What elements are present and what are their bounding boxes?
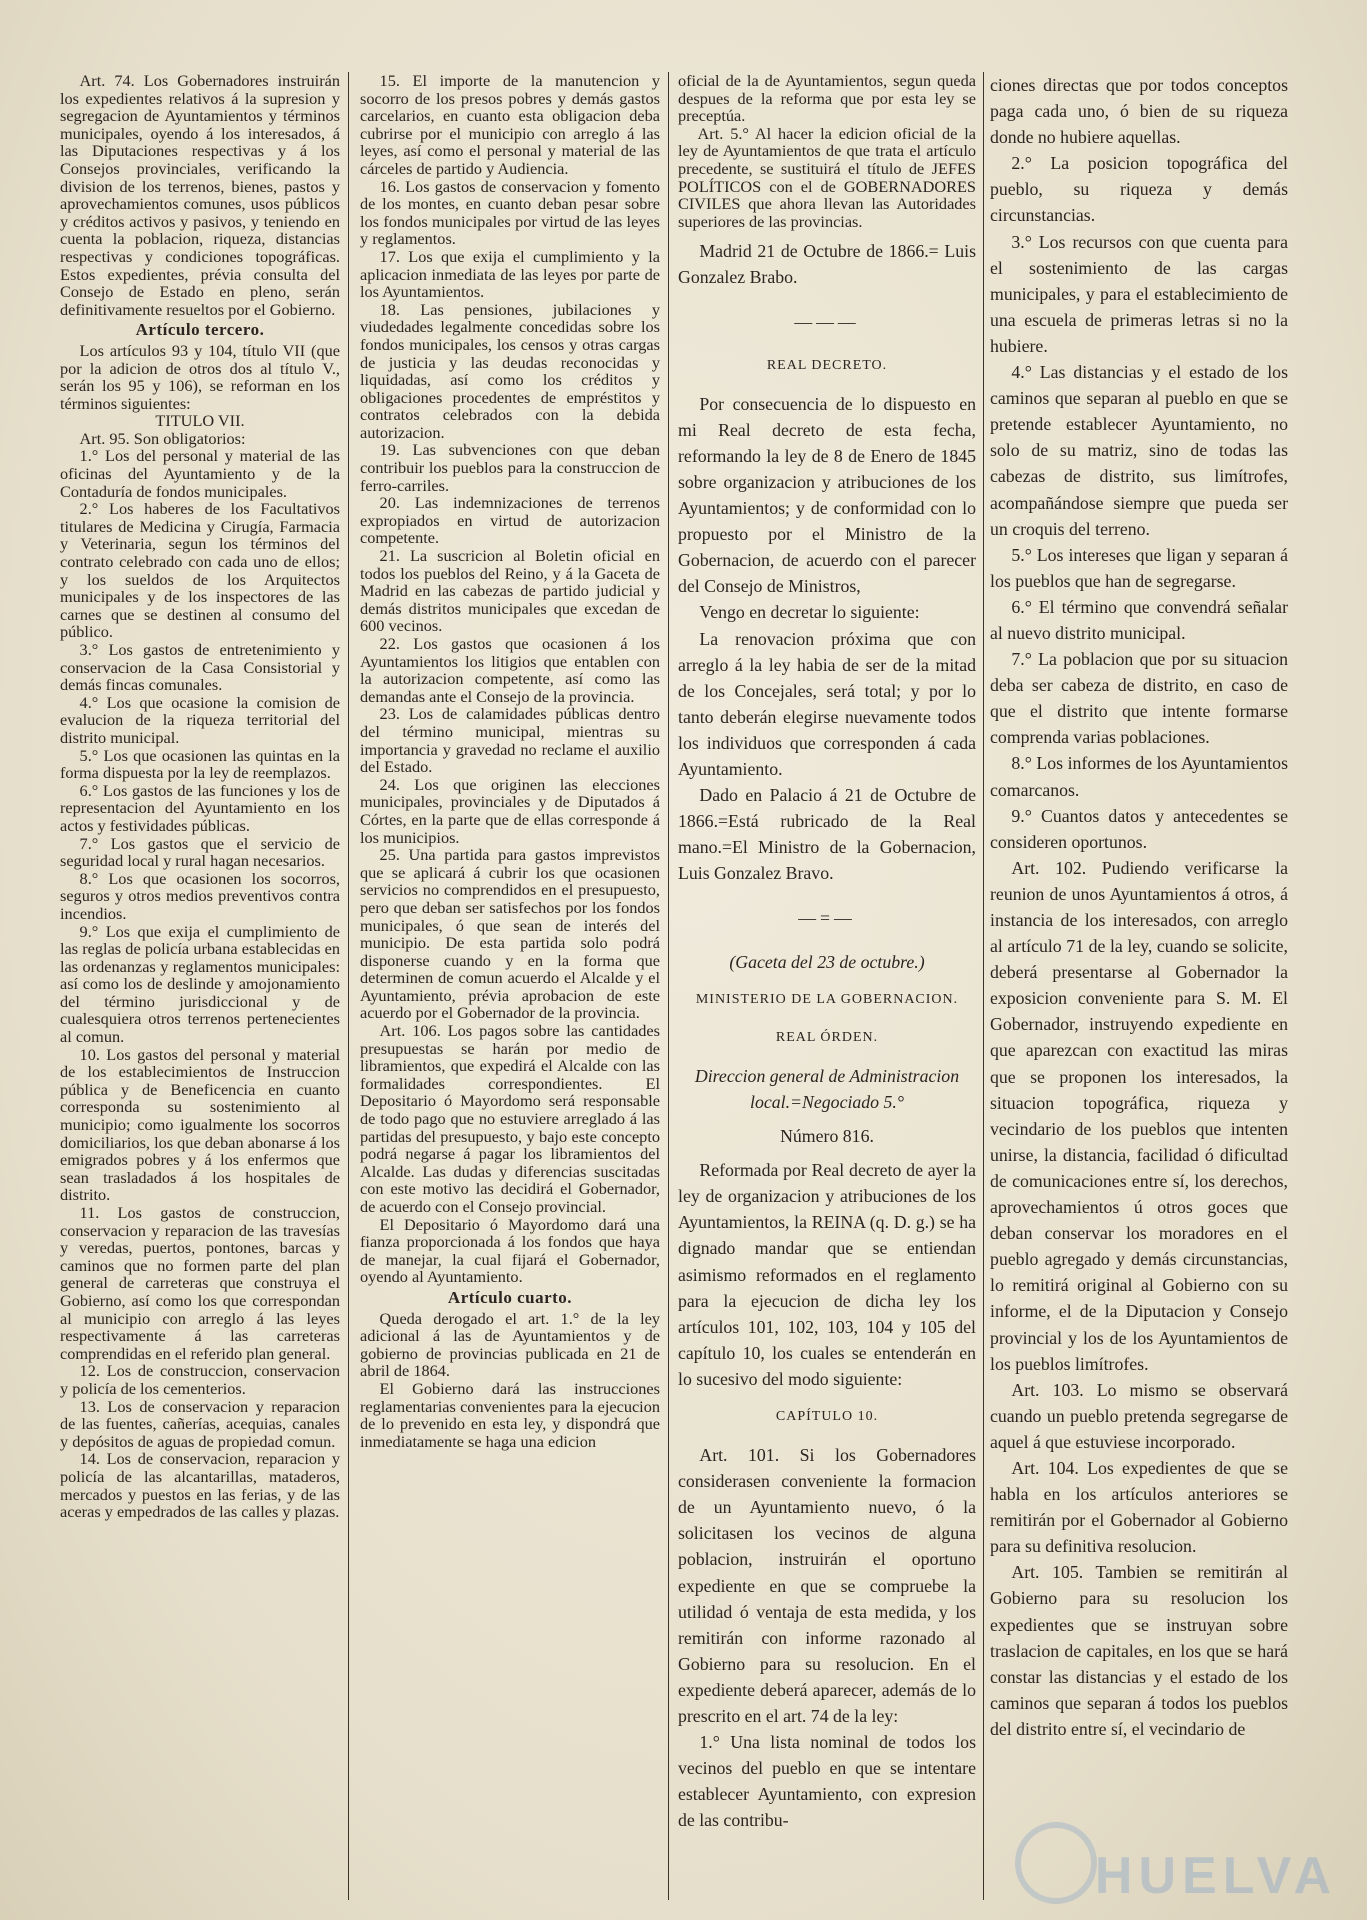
column-rule — [668, 72, 669, 1900]
column-3 — [678, 72, 976, 1900]
list-item: 7.° Los gastos que el servicio de seguridad local y rural hagan necesarios. — [60, 833, 340, 871]
column-2 — [360, 72, 660, 1900]
list-item: 19. Las subvenciones con que deban contribuir los pueblos para la construccion de ferro-carriles. — [360, 440, 660, 495]
dense-block — [678, 72, 976, 230]
article-105: Art. 105. Tambien se remitirán al Gobierno para su resolucion los expedientes que se instruyan sobre traslacion de capitales, en los que se hará constar las distancias y el estado de los caminos que separan á todos los pueblos del distrito entre sí, el vecindario de — [990, 1562, 1288, 1739]
list-item: 18. Las pensiones, jubilaciones y viudedades legalmente concedidas sobre los fondos municipales, los censos y otras cargas de justicia y las deudas reconocidas y liquidadas, así como los créditos y obligaciones procedentes de empréstitos y contratos celebrados con la debida autorizacion. — [360, 299, 660, 442]
paragraph: Los artículos 93 y 104, título VII (que por la adicion de otros dos al título V., serán los 95 y 106), se reforman en los términos siguientes: — [60, 340, 340, 413]
list-item: 25. Una partida para gastos imprevistos que se aplicará á cubrir los que ocasionen servicios no comprendidos en el presupuesto, pero que deban ser satisfechos por los fondos municipales, ó que sean de interés del municipio. De esta partida solo podrá disponerse cuando y en la forma que determinen de comun acuerdo el Alcalde y el Ayuntamiento, prévia aprobacion de este acuerdo por el Gobernador de la provincia. — [360, 845, 660, 1023]
paragraph: oficial de la de Ayuntamientos, segun queda despues de la reforma que por esta ley se preceptúa. — [678, 72, 976, 126]
separator: ——— — [794, 311, 860, 332]
number-line: Número 816. — [780, 1126, 874, 1147]
list-item: 8.° Los informes de los Ayuntamientos comarcanos. — [990, 753, 1288, 800]
list-item: 2.° Los haberes de los Facultativos titulares de Medicina y Cirugía, Farmacia y Veterinaria, segun los términos del contrato celebrado con cada uno de ellos; y los sueldos de los Arquitectos municipales y de los inspectores de las carnes que se destinen al consumo del público. — [60, 499, 340, 642]
list-item: 10. Los gastos del personal y material de los establecimientos de Instruccion pública y de Beneficencia en cuanto corresponda su sostenimiento al municipio; como igualmente los socorros domiciliarios, los que deban abonarse á los emigrados pobres y á los enfermos que sean trasladados á los hospitales de distrito. — [60, 1044, 340, 1205]
list-item: 23. Los de calamidades públicas dentro del término municipal, mientras su importancia y gravedad no reclame el auxilio del Estado. — [360, 704, 660, 777]
article-74: Art. 74. Los Gobernadores instruirán los expedientes relativos á la supresion y segregacion de Ayuntamientos y términos municipales, oyendo á los interesados, á las Diputaciones respectivas y á los Consejos provinciales, verificando la division de los terrenos, bienes, pastos y aprovechamientos comunes, usos públicos y créditos activos y pasivos, y teniendo en cuenta la poblacion, riqueza, distancias respectivas y condiciones topográficas. Estos expedientes, prévia consulta del Consejo de Estado en pleno, serán definitivamente resueltos por el Gobierno. — [60, 72, 340, 319]
list-item: 2.° La posicion topográfica del pueblo, su riqueza y demás circunstancias. — [990, 153, 1288, 226]
source-line: (Gaceta del 23 de octubre.) — [729, 951, 925, 972]
list-item: 3.° Los recursos con que cuenta para el sostenimiento de las cargas municipales, y para el establecimiento de una escuela de primeras letras si no la hubiere. — [990, 231, 1288, 356]
separator: —=— — [798, 907, 856, 928]
list-item: 5.° Los que ocasionen las quintas en la forma dispuesta por la ley de reemplazos. — [60, 745, 340, 783]
paragraph: La renovacion próxima que con arreglo á la ley habia de ser de la mitad de los Concejales, será total; y por lo tanto deberán elegirse nuevamente todos los individuos que corresponden á cada Ayuntamiento. — [678, 628, 976, 780]
list-item: 7.° La poblacion que por su situacion deba ser cabeza de distrito, en caso de que el distrito que intente formarse comprenda varias poblaciones. — [990, 649, 1288, 748]
list-item: 6.° El término que convendrá señalar al nuevo distrito municipal. — [990, 596, 1288, 643]
chapter-heading: CAPÍTULO 10. — [775, 1409, 879, 1424]
column-rule — [348, 72, 349, 1900]
column-rule — [983, 72, 984, 1900]
order-heading: REAL ÓRDEN. — [775, 1029, 879, 1045]
list-item: 15. El importe de la manutencion y socorro de los presos pobres y demás gastos carcelarios, en cuanto esta obligacion deba cubrirse por el municipio con arreglo á las leyes, así como el personal y material de las cárceles de partido y Audiencia. — [360, 72, 660, 178]
article-106: Art. 106. Los pagos sobre las cantidades presupuestas se harán por medio de libramientos, que expedirá el Alcalde con las formalidades correspondientes. El Depositario ó Mayordomo será responsable de todo pago que no estuviere arreglado á las partidas del presupuesto, y bajo este concepto podrá negarse á pagar los libramientos del Alcalde. Las dudas y diferencias suscitadas con este motivo las decidirá el Gobernador, de acuerdo con el Consejo provincial. — [360, 1021, 660, 1216]
list-item: 9.° Cuantos datos y antecedentes se consideren oportunos. — [990, 805, 1288, 852]
paragraph: ciones directas que por todos conceptos paga cada uno, ó bien de su riqueza donde no hubiere aquellas. — [990, 75, 1288, 148]
list-item: 6.° Los gastos de las funciones y los de representacion del Ayuntamiento en los actos y festividades públicas. — [60, 780, 340, 835]
title-heading: TITULO VII. — [155, 411, 245, 431]
paragraph: El Depositario ó Mayordomo dará una fianza proporcionada á los fondos que haya de manejar, la cual fijará el Gobernador, oyendo al Ayuntamiento. — [360, 1214, 660, 1287]
article-5: Art. 5.° Al hacer la edicion oficial de la ley de Ayuntamientos de que trata el artículo precedente, se sustituirá el título de JEFES POLÍTICOS con el de GOBERNADORES CIVILES que ahora llevan las Autoridades superiores de las provincias. — [678, 123, 976, 231]
article-104: Art. 104. Los expedientes de que se habla en los artículos anteriores se remitirán por el Gobernador al Gobierno para su definitiva resolucion. — [990, 1457, 1288, 1557]
list-item: 17. Los que exija el cumplimiento y la aplicacion inmediata de las leyes por parte de los Ayuntamientos. — [360, 246, 660, 302]
list-item: 9.° Los que exija el cumplimiento de las reglas de policía urbana establecidas en las ordenanzas y reglamentos municipales: así como los de deslinde y amojonamiento del término jurisdiccional y de cualesquiera otros terrenos pertenecientes al comun. — [60, 921, 340, 1047]
list-item: 1.° Una lista nominal de todos los vecinos del pueblo en que se intentare establecer Ayuntamiento, con expresion de las contribu- — [678, 1732, 976, 1831]
column-1 — [60, 72, 340, 1900]
list-item: 16. Los gastos de conservacion y fomento de los montes, en cuanto deban pesar sobre los fondos municipales por virtud de las leyes y reglamentos. — [360, 176, 660, 249]
list-item: 5.° Los intereses que ligan y separan á los pueblos que han de segregarse. — [990, 544, 1288, 591]
watermark-seal-icon — [1015, 1822, 1097, 1904]
paragraph: Dado en Palacio á 21 de Octubre de 1866.=Está rubricado de la Real mano.=El Ministro de la Gobernacion, Luis Gonzalez Bravo. — [678, 785, 976, 884]
paragraph: Queda derogado el art. 1.° de la ley adicional á las de Ayuntamientos y de gobierno de provincias publicada en 21 de abril de 1864. — [360, 1308, 660, 1381]
paragraph: Por consecuencia de lo dispuesto en mi Real decreto de esta fecha, reformando la ley de 8 de Enero de 1845 sobre organizacion y atribuciones de los Ayuntamientos; y de conformidad con lo propuesto por el Ministro de la Gobernacion, de acuerdo con el parecer del Consejo de Ministros, — [678, 393, 976, 597]
list-item: 4.° Las distancias y el estado de los caminos que separan al pueblo en que se pretende establecer Ayuntamiento, no solo de su matriz, sino de todas las cabezas de distrito, sus limítrofes, acompañándose siempre que pueda ser un croquis del terreno. — [990, 362, 1288, 539]
column-4 — [990, 72, 1288, 1900]
watermark-logo: HUELVA — [1094, 1847, 1337, 1905]
list-item: 12. Los de construccion, conservacion y policía de los cementerios. — [60, 1361, 340, 1398]
article-95: Art. 95. Son obligatorios: — [79, 428, 246, 448]
section-heading: Artículo tercero. — [135, 320, 265, 340]
list-item: 20. Las indemnizaciones de terrenos expropiados en virtud de autorizacion competente. — [360, 493, 660, 548]
list-item: 22. Los gastos que ocasionen á los Ayuntamientos los litigios que entablen con la autorizacion competente, así como las demandas ante el Consejo de la provincia. — [360, 634, 660, 706]
list-item: 21. La suscricion al Boletin oficial en todos los pueblos del Reino, y á la Gaceta de Madrid en las cabezas de partido judicial y demás distritos municipales que excedan de 600 vecinos. — [360, 546, 660, 636]
list-item: 13. Los de conservacion y reparacion de las fuentes, cañerías, acequias, canales y depósitos de aguas de propiedad comun. — [60, 1396, 340, 1451]
article-103: Art. 103. Lo mismo se observará cuando un pueblo pretenda segregarse de aquel á que estuviese incorporado. — [990, 1379, 1288, 1452]
decree-heading: REAL DECRETO. — [766, 357, 888, 373]
paragraph: Reformada por Real decreto de ayer la ley de organizacion y atribuciones de los Ayuntamientos, la REINA (q. D. g.) se ha dignado mandar que se entiendan asimismo reformados en el reglamento para la ejecucion de dicha ley los artículos 101, 102, 103, 104 y 105 del capítulo 10, los cuales se entenderán en lo sucesivo del modo siguiente: — [678, 1160, 976, 1389]
list-item: 3.° Los gastos de entretenimiento y conservacion de la Casa Consistorial y demás fincas comunales. — [60, 640, 340, 695]
list-item: 14. Los de conservacion, reparacion y policía de las alcantarillas, mataderos, mercados y puestos en las ferias, y de las aceras y empedrados de las calles y plazas. — [60, 1449, 340, 1522]
direction-line: Direccion general de Administracion local.=Negociado 5.° — [694, 1065, 960, 1112]
list-item: 11. Los gastos de construccion, conservacion y reparacion de las travesías y veredas, puertos, pontones, barcas y caminos que no formen parte del plan general de carreteras que construya el Gobierno, así como los que correspondan al municipio con arreglo á las leyes respectivamente á las carreteras comprendidas en el referido plan general. — [60, 1203, 340, 1363]
list-item: 24. Los que originen las elecciones municipales, provinciales y de Diputados á Córtes, en la parte que de ellas corresponde á los municipios. — [360, 774, 660, 847]
article-101: Art. 101. Si los Gobernadores considerasen conveniente la formacion de un Ayuntamiento nuevo, ó la solicitasen los vecinos de alguna poblacion, instruirán el oportuno expediente en que se compruebe la utilidad ó ventaja de esta medida, y los remitirán con informe razonado al Gobierno para su resolucion. En el expediente deberá aparecer, además de lo prescrito en el art. 74 de la ley: — [678, 1445, 976, 1727]
list-item: 4.° Los que ocasione la comision de evalucion de la riqueza territorial del distrito municipal. — [60, 692, 340, 747]
list-item: 1.° Los del personal y material de las oficinas del Ayuntamiento y de la Contaduría de fondos municipales. — [60, 446, 340, 501]
signature-line: Madrid 21 de Octubre de 1866.= Luis Gonzalez Brabo. — [678, 241, 976, 288]
list-item: 8.° Los que ocasionen los socorros, seguros y otros medios preventivos contra incendios. — [60, 868, 340, 923]
ministry-heading: MINISTERIO DE LA GOBERNACION. — [695, 991, 959, 1007]
paragraph: Vengo en decretar lo siguiente: — [699, 602, 920, 623]
section-heading: Artículo cuarto. — [447, 1287, 573, 1307]
article-102: Art. 102. Pudiendo verificarse la reunion de unos Ayuntamientos á otros, á instancia de los interesados, con arreglo al artículo 71 de la ley, cuando se solicite, deberá presentarse al Gobernador la exposicion conveniente para S. M. El Gobernador, instruyendo expediente en que aparezcan con exactitud las miras que se proponen los interesados, la situacion topográfica, riqueza y vecindario de los pueblos que intenten unirse, la distancia, facilidad ó dificultad de comunicaciones entre sí, los derechos, aprovechamientos ú otros goces que deban conservar los moradores en el pueblo agregado y demás circunstancias, lo remitirá original al Gobierno con su informe, el de la Diputacion y Consejo provincial y los de los Ayuntamientos de los pueblos limítrofes. — [990, 857, 1288, 1374]
paragraph: El Gobierno dará las instrucciones reglamentarias convenientes para la ejecucion de lo prevenido en esta ley, y dispondrá que inmediatamente se haga una edicion — [360, 1378, 660, 1451]
